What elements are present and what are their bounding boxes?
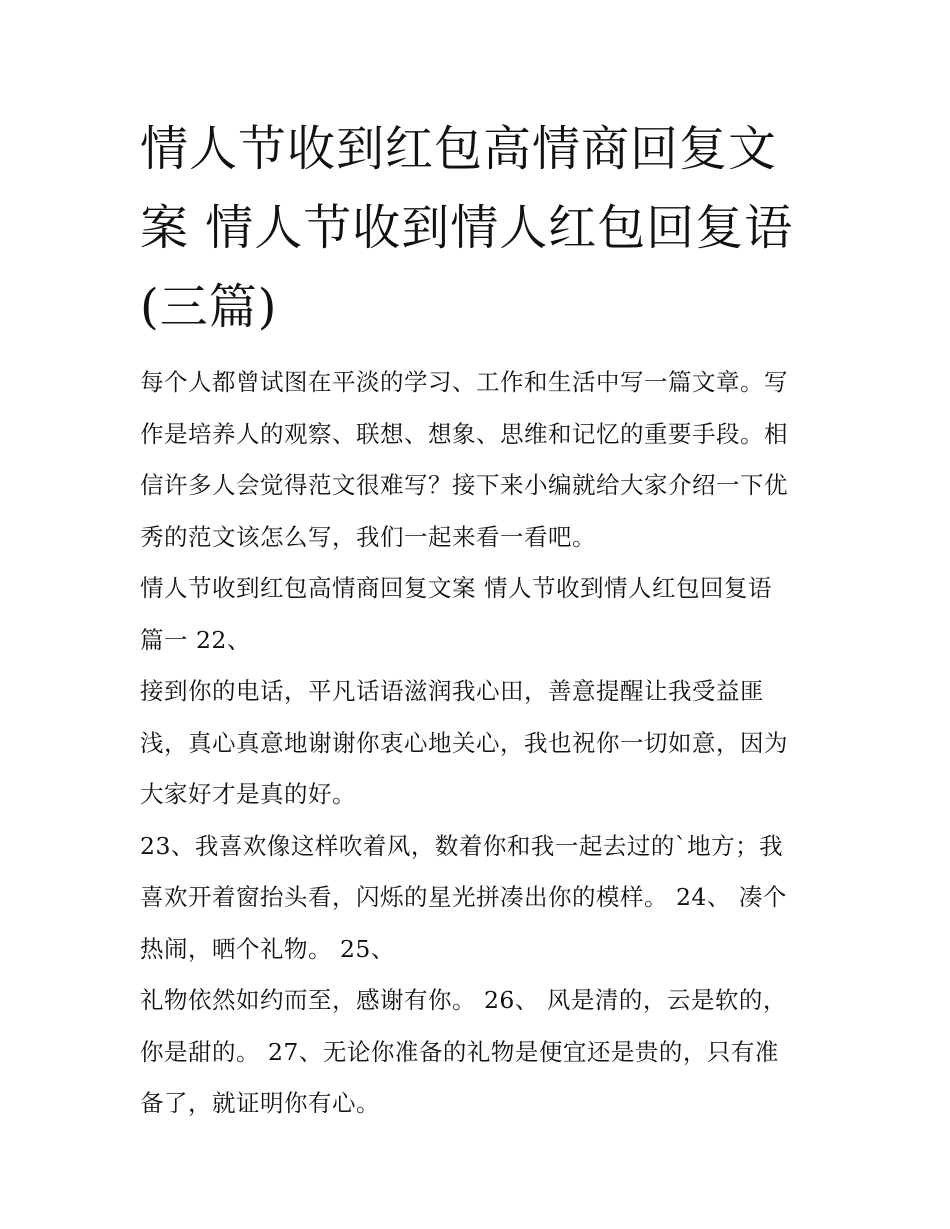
- intro-paragraph: [140, 357, 815, 563]
- text-line: 大家好才是真的好。: [140, 780, 356, 808]
- document-title: [140, 110, 815, 347]
- text-line: 每个人都曾试图在平淡的学习、工作和生活中写一篇文章。写: [140, 368, 788, 396]
- title-line: 情人节收到红包高情商回复文: [140, 121, 778, 177]
- text-line: 情人节收到红包高情商回复文案 情人节收到情人红包回复语: [140, 574, 772, 602]
- section-heading: [140, 563, 815, 666]
- text-line: 信许多人会觉得范文很难写？接下来小编就给大家介绍一下优: [140, 471, 788, 499]
- text-line: 喜欢开着窗抬头看，闪烁的星光拼凑出你的模样。 24、 凑个: [140, 883, 787, 911]
- document-page: [140, 110, 815, 1130]
- text-line: 作是培养人的观察、联想、想象、思维和记忆的重要手段。相: [140, 419, 788, 448]
- body-paragraph-2: [140, 821, 815, 976]
- text-line: 礼物依然如约而至，感谢有你。 26、 风是清的，云是软的，: [140, 986, 787, 1014]
- text-line: 篇一 22、: [140, 625, 251, 654]
- title-line: (三篇): [140, 279, 278, 335]
- text-line: 热闹，晒个礼物。 25、: [140, 934, 395, 963]
- text-line: 秀的范文该怎么写，我们一起来看一看吧。: [140, 522, 596, 551]
- title-line: 案 情人节收到情人红包回复语: [140, 200, 794, 256]
- text-line: 接到你的电话，平凡话语滋润我心田，善意提醒让我受益匪: [140, 677, 764, 705]
- text-line: 23、我喜欢像这样吹着风，数着你和我一起去过的`地方；我: [140, 831, 784, 860]
- text-line: 备了，就证明你有心。: [140, 1089, 380, 1117]
- text-line: 浅，真心真意地谢谢你衷心地关心，我也祝你一切如意，因为: [140, 728, 788, 757]
- text-line: 你是甜的。 27、无论你准备的礼物是便宜还是贵的，只有准: [140, 1037, 779, 1066]
- body-paragraph-3: [140, 975, 815, 1130]
- body-paragraph-1: [140, 666, 815, 821]
